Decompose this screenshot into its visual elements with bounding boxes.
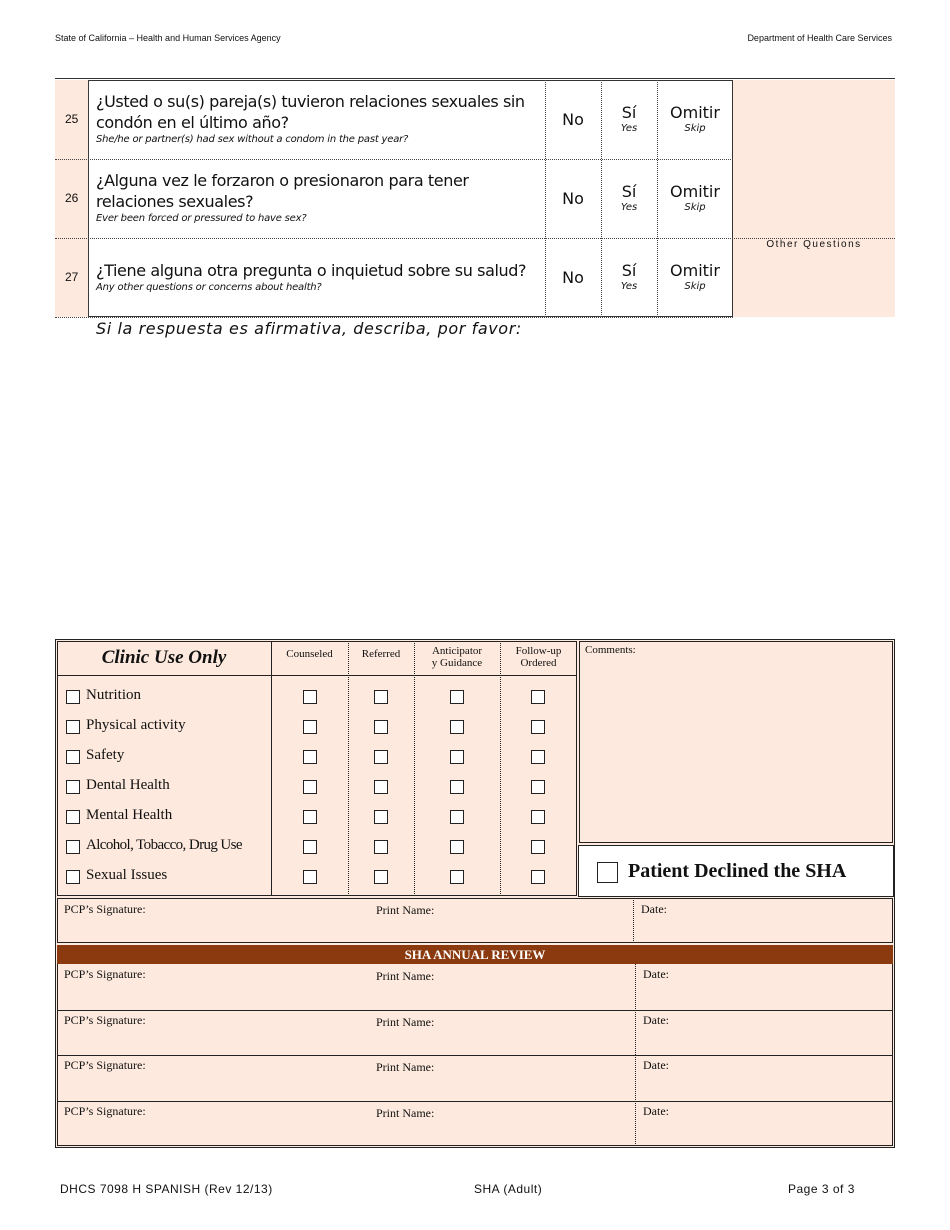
comments-box[interactable] [579,641,893,843]
clinic-action-checkbox[interactable] [374,810,388,824]
declined-checkbox[interactable] [597,862,618,883]
answer-skip-sub: Skip [684,123,706,134]
review-row-divider [57,1055,893,1056]
question-spanish: ¿Tiene alguna otra pregunta o inquietud sobre su salud? [96,261,527,280]
answer-si[interactable]: Sí [621,182,637,201]
answer-si[interactable]: Sí [621,103,637,122]
clinic-action-checkbox[interactable] [531,870,545,884]
clinic-action-checkbox[interactable] [303,870,317,884]
col-header-referred: Referred [361,648,401,660]
clinic-action-checkbox[interactable] [374,840,388,854]
signature-divider [633,898,634,943]
print-name-label[interactable]: Print Name: [376,903,435,917]
clinic-action-checkbox[interactable] [450,810,464,824]
topic-checkbox[interactable] [66,750,80,764]
review-date-label[interactable]: Date: [643,967,669,981]
topic-label: Safety [86,747,125,763]
answer-omitir[interactable]: Omitir [670,103,720,122]
col-divider [88,80,89,317]
topic-label: Mental Health [86,807,173,823]
row-divider [55,159,733,160]
clinic-grid [57,641,577,896]
col-header-counseled: Counseled [286,648,333,660]
review-pcp-signature-label[interactable]: PCP’s Signature: [64,1058,146,1072]
footer-title: SHA (Adult) [474,1182,543,1196]
date-label[interactable]: Date: [641,902,667,916]
review-print-name-label[interactable]: Print Name: [376,1014,435,1029]
topic-label: Physical activity [86,717,186,733]
clinic-action-checkbox[interactable] [303,840,317,854]
clinic-action-checkbox[interactable] [531,780,545,794]
clinic-action-checkbox[interactable] [450,690,464,704]
row-divider [55,317,733,318]
answer-no[interactable]: No [562,189,584,208]
clinic-action-checkbox[interactable] [450,720,464,734]
clinic-action-checkbox[interactable] [303,810,317,824]
clinic-action-checkbox[interactable] [531,750,545,764]
answer-skip-sub: Skip [684,202,706,213]
topic-label: Alcohol, Tobacco, Drug Use [86,837,242,853]
describe-prompt: Si la respuesta es afirmativa, describa, por favor: [96,319,522,338]
review-col-divider [635,1055,636,1100]
question-number: 26 [65,191,79,205]
clinic-action-checkbox[interactable] [303,690,317,704]
clinic-col-divider [348,641,349,896]
clinic-action-checkbox[interactable] [531,840,545,854]
answer-yes-sub: Yes [620,281,638,292]
review-pcp-signature-label[interactable]: PCP’s Signature: [64,1103,146,1118]
clinic-action-checkbox[interactable] [303,780,317,794]
topic-label: Nutrition [86,687,141,703]
question-number: 27 [65,270,79,284]
topic-checkbox[interactable] [66,810,80,824]
signature-row [57,898,893,943]
review-date-label[interactable]: Date: [643,1103,669,1118]
describe-answer-area[interactable] [96,345,886,625]
topic-label: Dental Health [86,777,170,793]
clinic-title: Clinic Use Only [101,647,227,668]
answer-yes-sub: Yes [620,202,638,213]
review-date-label[interactable]: Date: [643,1058,669,1072]
question-english: Ever been forced or pressured to have sex? [96,213,307,224]
annual-review-header: SHA ANNUAL REVIEW [57,945,893,964]
question-spanish: condón en el último año? [96,113,289,132]
clinic-col-divider [500,641,501,896]
question-spanish: ¿Usted o su(s) pareja(s) tuvieron relaciones sexuales sin [96,92,525,111]
comments-label: Comments: [585,644,636,656]
clinic-col-divider [414,641,415,896]
clinic-action-checkbox[interactable] [374,870,388,884]
question-number: 25 [65,112,79,126]
question-english: Any other questions or concerns about health? [96,282,322,293]
clinic-action-checkbox[interactable] [450,870,464,884]
review-col-divider [635,964,636,1009]
topic-checkbox[interactable] [66,720,80,734]
topic-checkbox[interactable] [66,690,80,704]
col-header-followup: Follow-up Ordered [515,645,562,669]
footer-page: Page 3 of 3 [788,1182,855,1196]
review-print-name-label[interactable]: Print Name: [376,969,435,983]
footer-form-id: DHCS 7098 H SPANISH (Rev 12/13) [60,1182,273,1196]
answer-yes-sub: Yes [620,123,638,134]
review-print-name-label[interactable]: Print Name: [376,1105,435,1120]
agency-header: State of California – Health and Human Services Agency [55,33,281,43]
pcp-signature-label[interactable]: PCP’s Signature: [64,902,146,916]
review-pcp-signature-label[interactable]: PCP’s Signature: [64,967,146,981]
review-date-label[interactable]: Date: [643,1012,669,1027]
review-col-divider [635,1101,636,1146]
topic-checkbox[interactable] [66,840,80,854]
question-spanish: ¿Alguna vez le forzaron o presionaron para tener [96,171,469,190]
clinic-action-checkbox[interactable] [531,690,545,704]
clinic-action-checkbox[interactable] [531,720,545,734]
answer-no[interactable]: No [562,110,584,129]
clinic-action-checkbox[interactable] [374,780,388,794]
top-rule [55,78,895,79]
clinic-action-checkbox[interactable] [450,780,464,794]
topic-label: Sexual Issues [86,867,168,883]
review-row-divider [57,1010,893,1011]
answer-skip-sub: Skip [684,281,706,292]
review-print-name-label[interactable]: Print Name: [376,1060,435,1074]
clinic-action-checkbox[interactable] [450,750,464,764]
clinic-action-checkbox[interactable] [374,720,388,734]
review-row-divider [57,1101,893,1102]
clinic-action-checkbox[interactable] [303,720,317,734]
clinic-action-checkbox[interactable] [374,690,388,704]
question-spanish: relaciones sexuales? [96,192,254,211]
answer-omitir[interactable]: Omitir [670,182,720,201]
department-header: Department of Health Care Services [747,33,892,43]
declined-label: Patient Declined the SHA [628,860,847,882]
side-section-label: Other Questions [766,239,862,250]
answer-omitir[interactable]: Omitir [670,261,720,280]
col-header-anticipatory: Anticipator y Guidance [431,645,483,669]
answer-no[interactable]: No [562,268,584,287]
question-english: She/he or partner(s) had sex without a condom in the past year? [96,134,409,145]
topic-checkbox[interactable] [66,780,80,794]
review-col-divider [635,1010,636,1055]
review-pcp-signature-label[interactable]: PCP’s Signature: [64,1012,146,1027]
clinic-col-divider [271,641,272,896]
clinic-action-checkbox[interactable] [374,750,388,764]
clinic-action-checkbox[interactable] [303,750,317,764]
topic-checkbox[interactable] [66,870,80,884]
clinic-grid-header-rule [57,675,577,676]
answer-si[interactable]: Sí [621,261,637,280]
clinic-action-checkbox[interactable] [531,810,545,824]
clinic-action-checkbox[interactable] [450,840,464,854]
